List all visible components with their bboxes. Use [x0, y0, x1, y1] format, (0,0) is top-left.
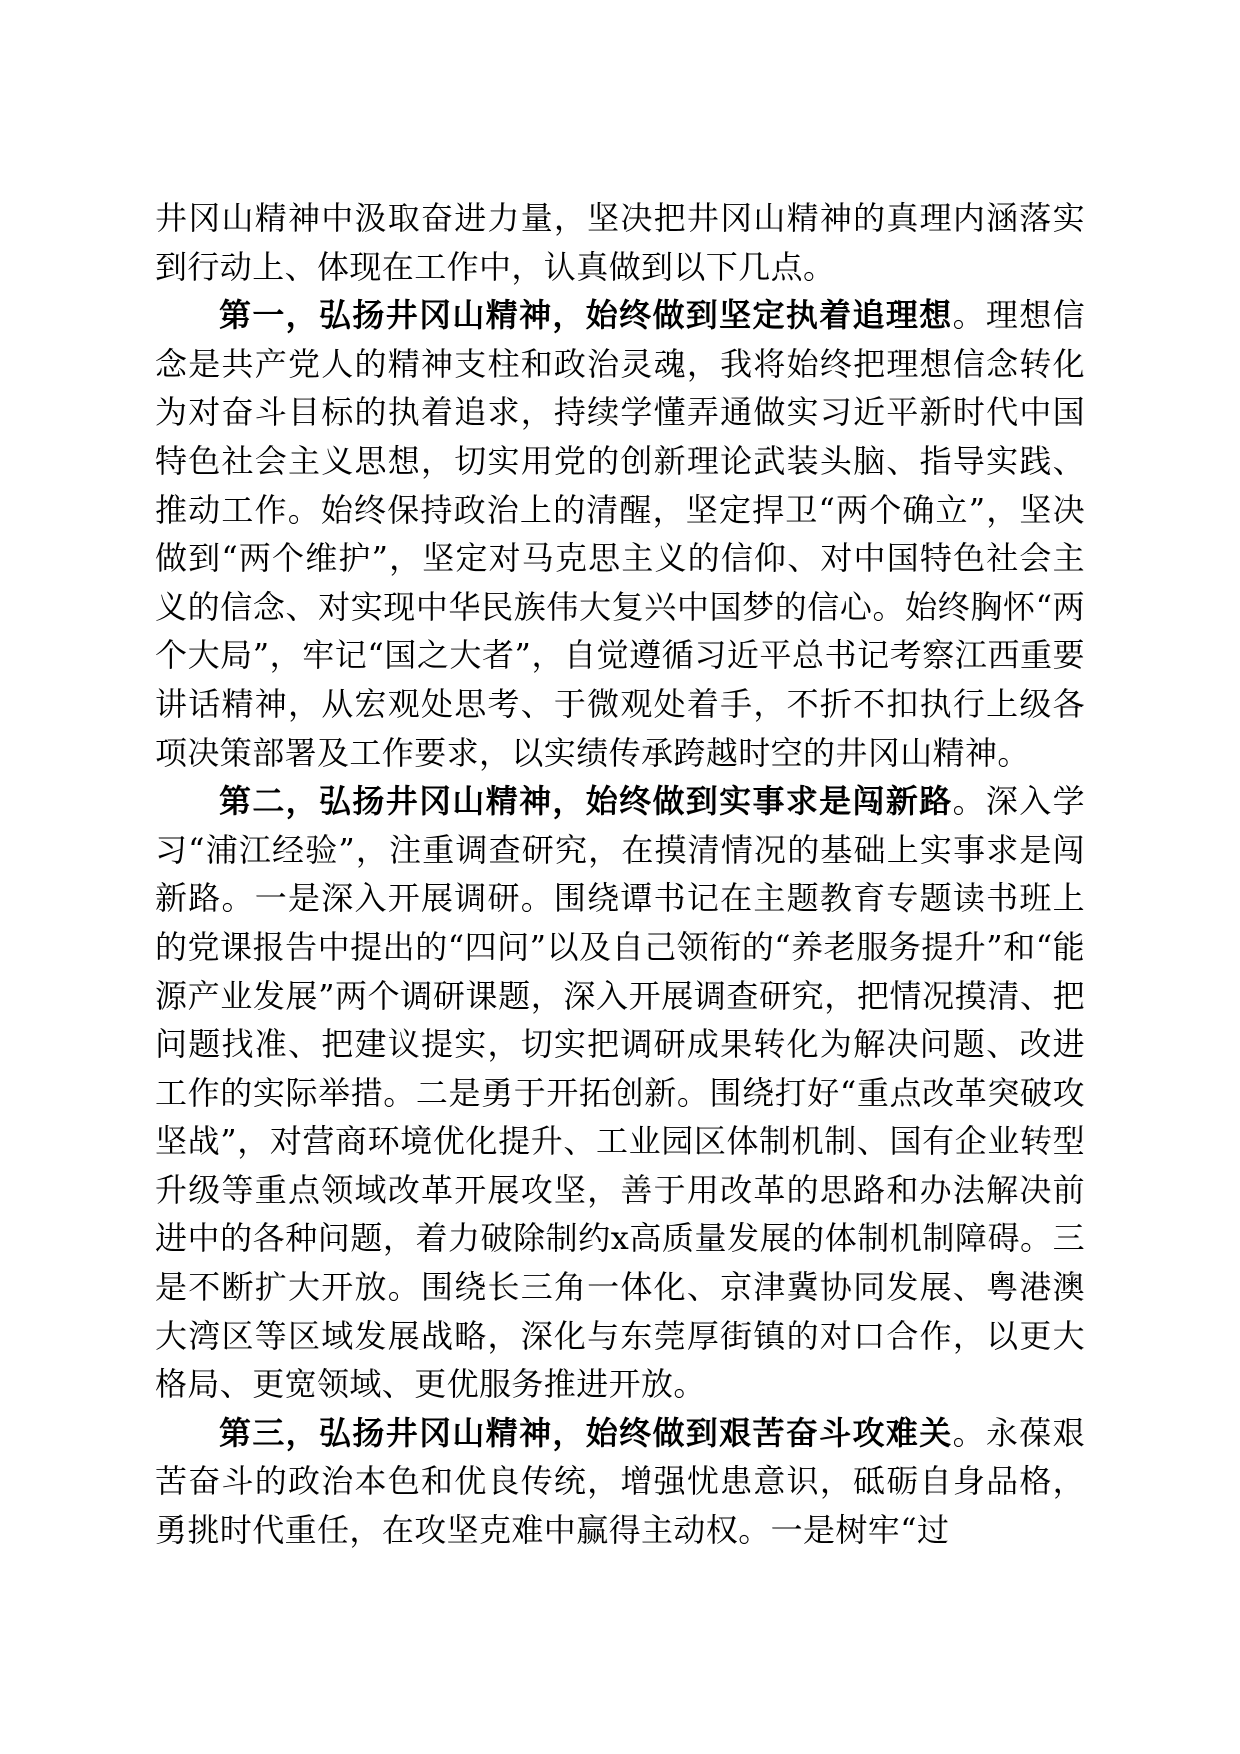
paragraph-heading: 第三，弘扬井冈山精神，始终做到艰苦奋斗攻难关 — [219, 1413, 953, 1452]
paragraph-second-point — [155, 777, 1085, 1409]
paragraph-heading: 第一，弘扬井冈山精神，始终做到坚定执着追理想 — [219, 296, 953, 335]
paragraph-third-point — [155, 1409, 1085, 1555]
paragraph-heading: 第二，弘扬井冈山精神，始终做到实事求是闯新路 — [219, 782, 953, 821]
paragraph-text: 。永葆艰苦奋斗的政治本色和优良传统，增强忧患意识，砥砺自身品格，勇挑时代重任，在攻坚克难中赢得主动权。一是树牢“过 — [155, 1413, 1085, 1550]
paragraph-intro — [155, 194, 1085, 291]
paragraph-text: 井冈山精神中汲取奋进力量，坚决把井冈山精神的真理内涵落实到行动上、体现在工作中，认真做到以下几点。 — [155, 199, 1085, 286]
paragraph-text: 。深入学习“浦江经验”，注重调查研究，在摸清情况的基础上实事求是闯新路。一是深入开展调研。围绕谭书记在主题教育专题读书班上的党课报告中提出的“四问”以及自己领衔的“养老服务提升”和“能源产业发展”两个调研课题，深入开展调查研究，把情况摸清、把问题找准、把建议提实，切实把调研成果转化为解决问题、改进工作的实际举措。二是勇于开拓创新。围绕打好“重点改革突破攻坚战”，对营商环境优化提升、工业园区体制机制、国有企业转型升级等重点领域改革开展攻坚，善于用改革的思路和办法解决前进中的各种问题，着力破除制约x高质量发展的体制机制障碍。三是不断扩大开放。围绕长三角一体化、京津冀协同发展、粤港澳大湾区等区域发展战略，深化与东莞厚街镇的对口合作，以更大格局、更宽领域、更优服务推进开放。 — [155, 782, 1085, 1404]
document-page — [155, 194, 1085, 1555]
paragraph-text: 。理想信念是共产党人的精神支柱和政治灵魂，我将始终把理想信念转化为对奋斗目标的执着追求，持续学懂弄通做实习近平新时代中国特色社会主义思想，切实用党的创新理论武装头脑、指导实践、推动工作。始终保持政治上的清醒，坚定捍卫“两个确立”，坚决做到“两个维护”，坚定对马克思主义的信仰、对中国特色社会主义的信念、对实现中华民族伟大复兴中国梦的信心。始终胸怀“两个大局”，牢记“国之大者”，自觉遵循习近平总书记考察江西重要讲话精神，从宏观处思考、于微观处着手，不折不扣执行上级各项决策部署及工作要求，以实绩传承跨越时空的井冈山精神。 — [155, 296, 1085, 772]
paragraph-first-point — [155, 291, 1085, 777]
